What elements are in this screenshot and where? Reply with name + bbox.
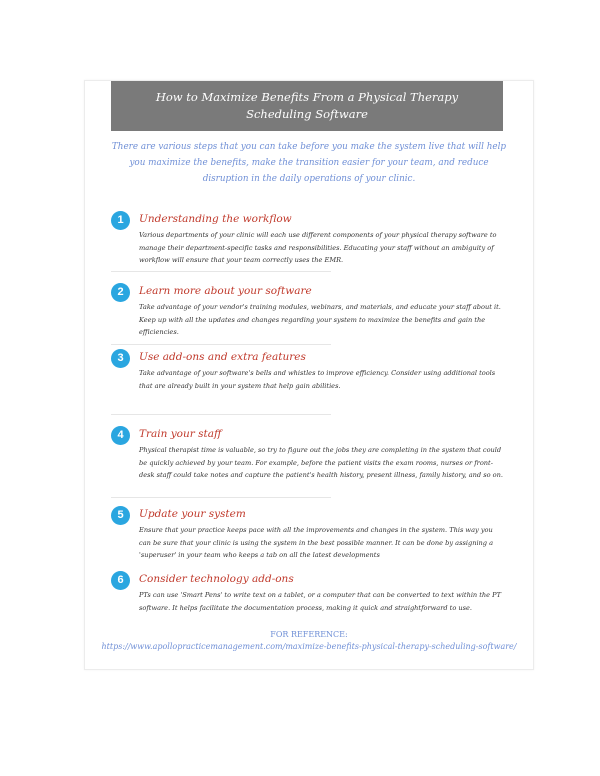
step-body: Various departments of your clinic will each use different components of your physical therapy software to manage their department-specific tasks and responsibilities. Educating your staff without an ambiguity of workflow will ensure that your team correctly uses the EMR. — [139, 231, 497, 264]
step-number-badge: 3 — [111, 349, 130, 368]
step-title: Understanding the workflow — [139, 213, 292, 225]
step-number-badge: 6 — [111, 571, 130, 590]
divider — [111, 271, 331, 272]
step-number-badge: 1 — [111, 211, 130, 230]
divider — [111, 414, 331, 415]
document-page — [84, 80, 534, 670]
step-number-badge: 5 — [111, 506, 130, 525]
step-title: Consider technology add-ons — [139, 573, 294, 585]
step-body: PTs can use 'Smart Pens' to write text on a tablet, or a computer that can be converted to text within the PT software. It helps facilitate the documentation process, making it quick and straightforward to use. — [139, 591, 502, 612]
step-number-badge: 2 — [111, 283, 130, 302]
divider — [111, 344, 331, 345]
reference-label: FOR REFERENCE: — [270, 630, 348, 639]
page-title: How to Maximize Benefits From a Physical Therapy Scheduling Software — [155, 90, 459, 121]
step-title: Train your staff — [139, 428, 222, 440]
step-body: Take advantage of your software's bells and whistles to improve efficiency. Consider using additional tools that are already built in your system that help gain abilities. — [139, 369, 496, 390]
title-banner — [111, 81, 503, 131]
step-title: Use add-ons and extra features — [139, 351, 306, 363]
step-number-badge: 4 — [111, 426, 130, 445]
step-body: Physical therapist time is valuable, so try to figure out the jobs they are completing in the system that could be quickly achieved by your team. For example, before the patient visits the exam rooms, nurses or front-desk staff could take notes and capture the patient's health history, present illness, family history, and so on. — [139, 446, 503, 479]
reference-link[interactable]: https://www.apollopracticemanagement.com/maximize-benefits-physical-therapy-scheduling-software/ — [101, 642, 517, 651]
step-title: Learn more about your software — [139, 285, 312, 297]
step-title: Update your system — [139, 508, 246, 520]
step-body: Ensure that your practice keeps pace with all the improvements and changes in the system. This way you can be sure that your clinic is using the system in the best possible manner. It can be done by assigning a 'superuser' in your team who keeps a tab on all the latest developments — [139, 526, 494, 559]
step-body: Take advantage of your vendor's training modules, webinars, and materials, and educate your staff about it. Keep up with all the updates and changes regarding your system to maximize the benefits and gain the efficiencies. — [139, 303, 501, 336]
divider — [111, 497, 331, 498]
intro-text: There are various steps that you can take before you make the system live that will help you maximize the benefits, make the transition easier for your team, and reduce disruption in the daily operations of your clinic. — [111, 142, 507, 184]
